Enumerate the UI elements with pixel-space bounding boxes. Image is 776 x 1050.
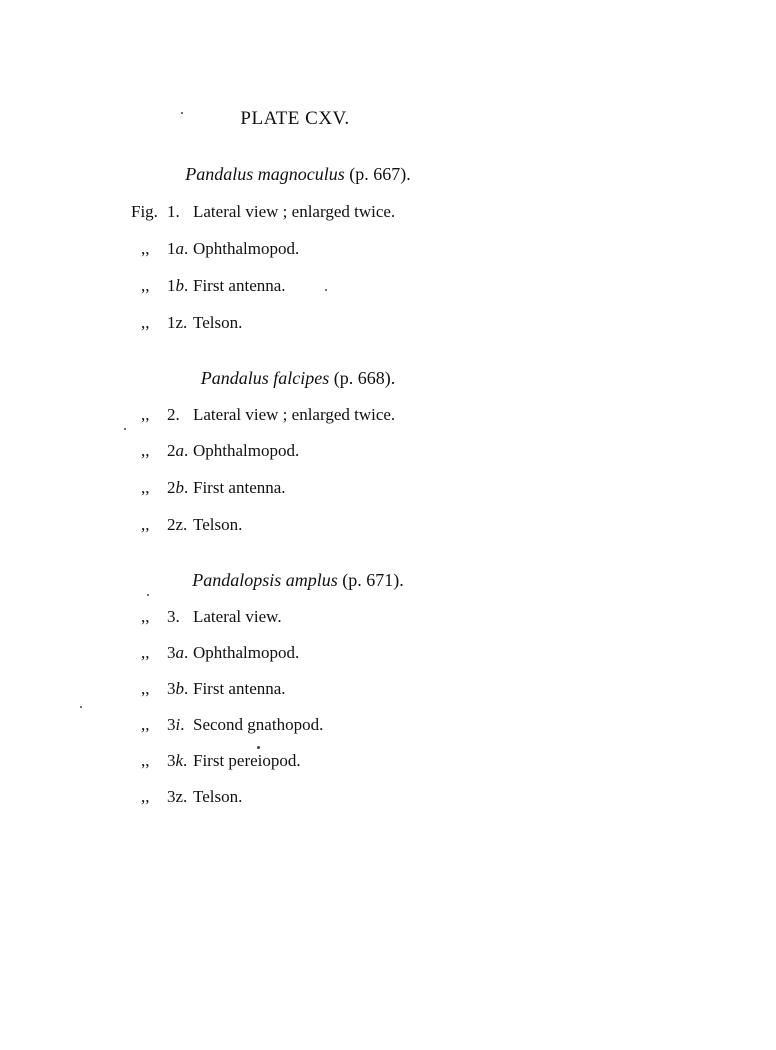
figure-prefix: Fig. (131, 202, 158, 221)
ditto-mark: ,, (141, 643, 150, 662)
page-reference: (p. 668). (329, 368, 396, 388)
species-name: Pandalus magnoculus (185, 164, 345, 184)
figure-number: 2b. (167, 478, 189, 497)
figure-number: 3. (167, 607, 180, 626)
figure-description: Ophthalmopod. (193, 239, 300, 258)
figure-number: 2. (167, 405, 180, 424)
figure-number: 3i. (167, 715, 185, 734)
ditto-mark: ,, (141, 313, 150, 332)
plate-title: PLATE CXV. (240, 108, 350, 129)
species-name: Pandalopsis amplus (192, 570, 338, 590)
ditto-mark: ,, (141, 276, 150, 295)
figure-description: Lateral view ; enlarged twice. (193, 202, 396, 221)
section-heading-pandalopsis-amplus (0, 570, 596, 591)
ditto-mark: ,, (141, 751, 150, 770)
figure-description: First antenna. (193, 478, 286, 497)
figure-description: Telson. (193, 515, 243, 534)
figure-number: 1b. (167, 276, 189, 295)
figure-description: First antenna. (193, 276, 286, 295)
page-reference: (p. 671). (337, 570, 404, 590)
ditto-mark: ,, (141, 715, 150, 734)
figure-number: 1. (167, 202, 180, 221)
print-speck (257, 746, 260, 749)
figure-number: 2z. (167, 515, 188, 534)
ditto-mark: ,, (141, 239, 150, 258)
section-heading-pandalus-falcipes (0, 368, 596, 389)
page-reference: (p. 667). (344, 164, 411, 184)
ditto-mark: ,, (141, 679, 150, 698)
ditto-mark: ,, (141, 478, 150, 497)
figure-number: 3k. (167, 751, 188, 770)
ditto-mark: ,, (141, 441, 150, 460)
figure-number: 3z. (167, 787, 188, 806)
figure-number: 3a. (167, 643, 189, 662)
section-heading-pandalus-magnoculus (0, 164, 596, 185)
figure-description: First antenna. (193, 679, 286, 698)
figure-description: Lateral view ; enlarged twice. (193, 405, 396, 424)
print-speck (325, 289, 327, 291)
figure-description: Second gnathopod. (193, 715, 324, 734)
figure-description: Ophthalmopod. (193, 643, 300, 662)
figure-number: 2a. (167, 441, 189, 460)
species-name: Pandalus falcipes (200, 368, 330, 388)
ditto-mark: ,, (141, 405, 150, 424)
print-speck (80, 706, 82, 708)
print-speck (124, 428, 126, 430)
ditto-mark: ,, (141, 515, 150, 534)
figure-description: Lateral view. (193, 607, 282, 626)
print-speck (181, 112, 183, 114)
ditto-mark: ,, (141, 787, 150, 806)
figure-description: First pereiopod. (193, 751, 301, 770)
ditto-mark: ,, (141, 607, 150, 626)
figure-number: 3b. (167, 679, 189, 698)
figure-number: 1a. (167, 239, 189, 258)
figure-description: Telson. (193, 313, 243, 332)
figure-description: Telson. (193, 787, 243, 806)
figure-number: 1z. (167, 313, 188, 332)
print-speck (147, 594, 149, 596)
figure-description: Ophthalmopod. (193, 441, 300, 460)
